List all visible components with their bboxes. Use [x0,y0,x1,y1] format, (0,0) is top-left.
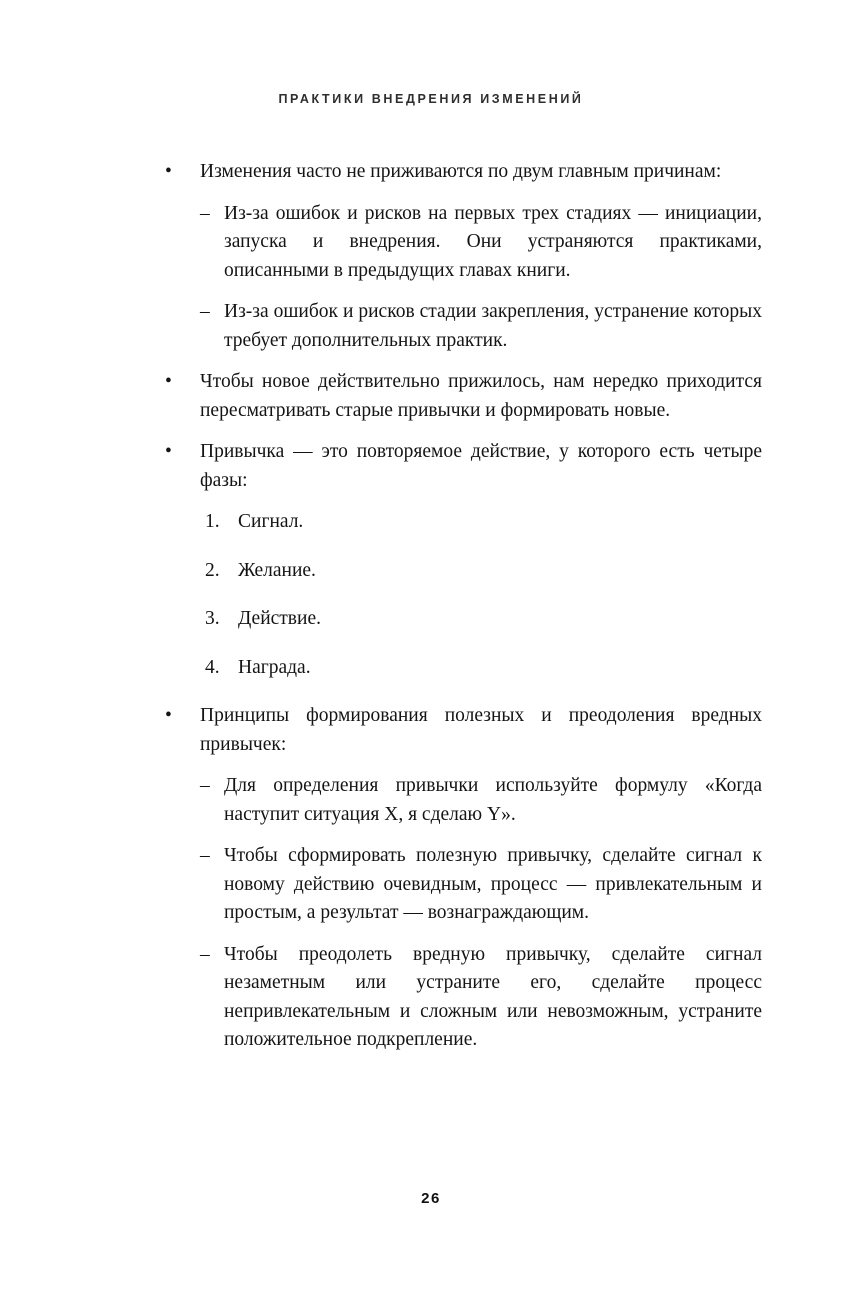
page-content [165,152,762,1068]
list-item-text: Принципы формирования полезных и преодоления вредных привычек: [200,705,762,755]
dash-marker: – [200,775,210,796]
numbered-item [205,605,762,634]
numbered-item [205,508,762,537]
list-item [165,438,762,495]
bullet-marker: • [165,705,172,726]
list-item [165,702,762,759]
dash-marker: – [200,845,210,866]
sub-list-item-text: Чтобы преодолеть вредную привычку, сделайте сигнал незаметным или устраните его, сделайте процесс непривлекательным и сложным или невозможным, устраните положительное подкрепление. [224,943,762,1050]
item-number: 4. [205,656,220,678]
list-item-text: Изменения часто не приживаются по двум главным причинам: [200,161,722,182]
list-item-text: Чтобы новое действительно прижилось, нам нередко приходится пересматривать старые привычки и формировать новые. [200,371,762,421]
list-item [165,158,762,187]
list-item [165,368,762,425]
sub-list-item-text: Из-за ошибок и рисков стадии закрепления, устранение которых требует дополнительных практик. [224,301,762,351]
item-number: 3. [205,608,220,629]
item-number: 2. [205,559,220,581]
numbered-item [205,654,762,683]
numbered-item-text: Сигнал. [238,511,304,532]
bullet-marker: • [165,371,172,392]
page-number: 26 [421,1190,441,1207]
bullet-marker: • [165,441,172,462]
dash-marker: – [200,301,210,322]
numbered-item-text: Желание. [238,559,316,581]
item-number: 1. [205,511,220,532]
numbered-item-text: Награда. [238,656,311,678]
running-header: ПРАКТИКИ ВНЕДРЕНИЯ ИЗМЕНЕНИЙ [278,92,584,106]
sub-list-item [200,200,762,286]
sub-list-item [200,842,762,928]
sub-list-item-text: Чтобы сформировать полезную привычку, сделайте сигнал к новому действию очевидным, процесс — привлекательным и простым, а результат — вознаграждающим. [224,845,762,923]
sub-list-item [200,772,762,829]
sub-list-item [200,941,762,1055]
dash-marker: – [200,202,210,224]
bullet-marker: • [165,161,172,182]
list-item-text: Привычка — это повторяемое действие, у которого есть четыре фазы: [200,441,762,491]
sub-list-item-text: Из-за ошибок и рисков на первых трех стадиях — инициации, запуска и внедрения. Они устраняются практиками, описанными в предыдущих главах книги. [224,202,762,281]
dash-marker: – [200,943,210,965]
sub-list-item [200,298,762,355]
sub-list-item-text: Для определения привычки используйте формулу «Когда наступит ситуация X, я сделаю Y». [224,775,762,825]
numbered-item-text: Действие. [238,608,321,629]
numbered-item [205,557,762,586]
